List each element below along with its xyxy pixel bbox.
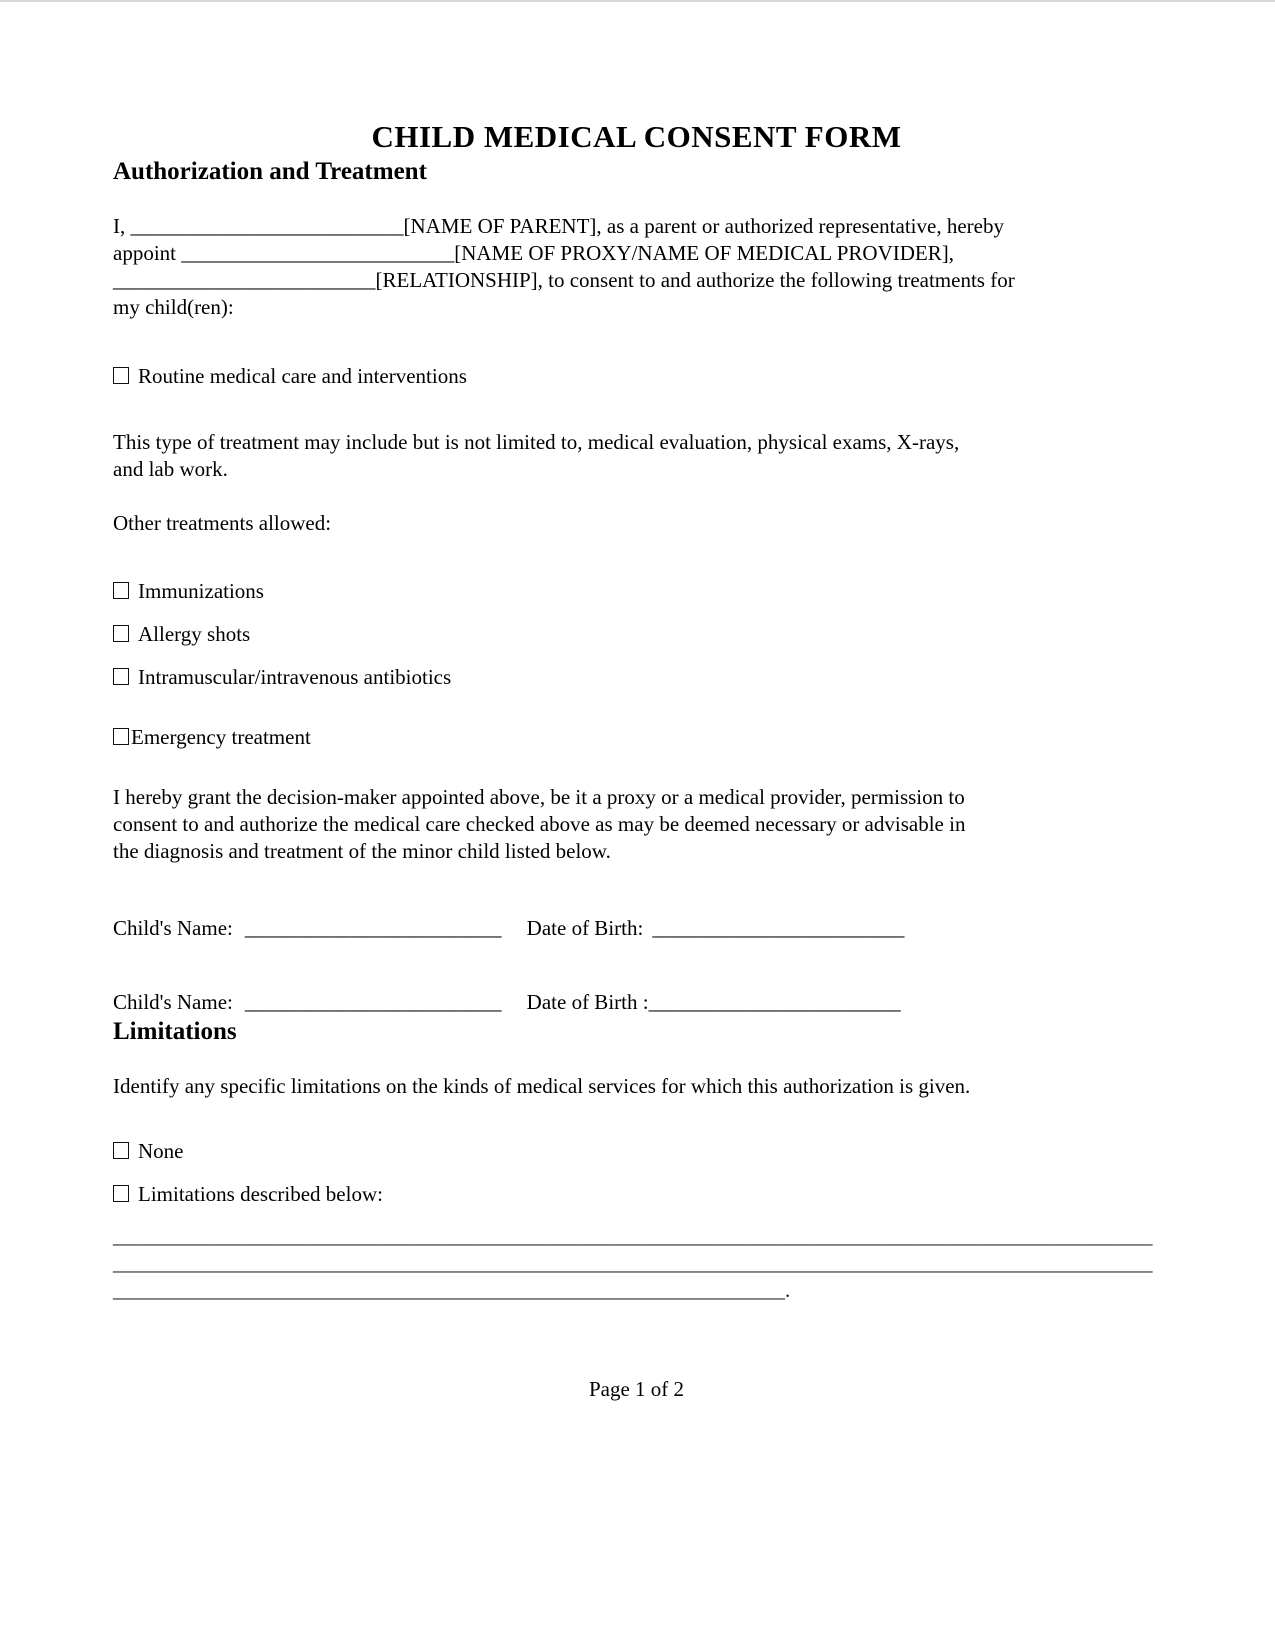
antibiotics-checkbox[interactable] (113, 668, 129, 685)
none-checkbox[interactable] (113, 1142, 129, 1159)
paragraph-line: consent to and authorize the medical care checked above as may be deemed necessary or advisable in (113, 812, 966, 836)
limitations-blank-line[interactable]: ___________________________________________________________________________________________________ (113, 1251, 1153, 1275)
checkbox-row-allergy-shots (113, 621, 1160, 648)
date-of-birth-blank[interactable]: ________________________ (652, 916, 905, 940)
section-heading-limitations: Limitations (113, 1018, 237, 1045)
limitations-blank-line[interactable]: ________________________________________________________________. (113, 1278, 791, 1302)
date-of-birth-blank[interactable]: ________________________ (648, 990, 901, 1014)
checkbox-row-emergency (113, 724, 1160, 751)
checkbox-row-limitations-described (113, 1181, 1160, 1208)
checkbox-row-none (113, 1138, 1160, 1165)
paragraph-line: and lab work. (113, 457, 228, 481)
routine-description-paragraph (113, 429, 1160, 483)
other-treatments-label: Other treatments allowed: (113, 511, 332, 535)
section-heading-authorization: Authorization and Treatment (113, 158, 427, 185)
checkbox-label: Immunizations (138, 579, 264, 603)
checkbox-label: None (138, 1139, 184, 1163)
checkbox-row-immunizations (113, 578, 1160, 605)
checkbox-label: Allergy shots (138, 622, 251, 646)
limitations-instruction: Identify any specific limitations on the kinds of medical services for which this authorization is given. (113, 1074, 971, 1098)
date-of-birth-label: Date of Birth : (526, 990, 649, 1014)
paragraph-line: _________________________[RELATIONSHIP], to consent to and authorize the following treatments for (113, 268, 1015, 292)
child-info-row (113, 915, 1160, 942)
paragraph-line: appoint __________________________[NAME OF PROXY/NAME OF MEDICAL PROVIDER], (113, 241, 954, 265)
document-title: CHILD MEDICAL CONSENT FORM (371, 119, 902, 154)
limitations-blank-line[interactable]: ___________________________________________________________________________________________________ (113, 1224, 1153, 1248)
paragraph-line: I, __________________________[NAME OF PARENT], as a parent or authorized representative, hereby (113, 214, 1004, 238)
paragraph-line: This type of treatment may include but is not limited to, medical evaluation, physical exams, X-rays, (113, 430, 960, 454)
grant-paragraph (113, 784, 1160, 865)
page-footer: Page 1 of 2 (588, 1377, 685, 1401)
child-name-label: Child's Name: (113, 990, 233, 1014)
immunizations-checkbox[interactable] (113, 582, 129, 599)
child-name-label: Child's Name: (113, 916, 233, 940)
date-of-birth-label: Date of Birth: (526, 916, 644, 940)
routine-care-checkbox[interactable] (113, 367, 129, 384)
checkbox-label: Intramuscular/intravenous antibiotics (138, 665, 452, 689)
paragraph-line: I hereby grant the decision-maker appointed above, be it a proxy or a medical provider, permission to (113, 785, 965, 809)
child-name-blank[interactable]: ________________________ (244, 916, 502, 940)
allergy-shots-checkbox[interactable] (113, 625, 129, 642)
child-name-blank[interactable]: ________________________ (244, 990, 502, 1014)
document-page (0, 2, 1275, 1403)
child-info-row (113, 989, 1160, 1016)
checkbox-label: Emergency treatment (131, 725, 311, 749)
limitations-described-checkbox[interactable] (113, 1185, 129, 1202)
treatment-checkbox-group (113, 578, 1160, 691)
intro-paragraph (113, 213, 1160, 321)
checkbox-row-antibiotics (113, 664, 1160, 691)
checkbox-row-routine (113, 363, 1160, 390)
emergency-treatment-checkbox[interactable] (113, 728, 129, 745)
checkbox-label: Limitations described below: (138, 1182, 383, 1206)
paragraph-line: the diagnosis and treatment of the minor child listed below. (113, 839, 611, 863)
limitations-write-in-area (113, 1223, 1160, 1304)
checkbox-label: Routine medical care and interventions (138, 364, 467, 388)
paragraph-line: my child(ren): (113, 295, 234, 319)
